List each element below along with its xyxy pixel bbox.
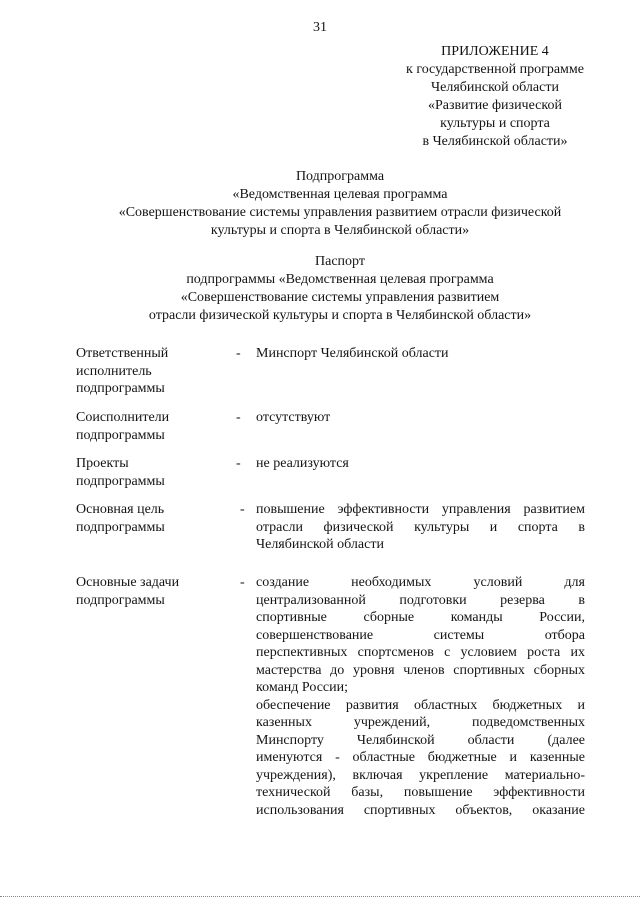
row-label-line: Соисполнители (76, 410, 170, 425)
row-value-line: спортивные сборные команды России, (256, 610, 585, 625)
row-value-line: мастерства до уровня членов спортивных сборных (256, 662, 585, 678)
row-label-line: подпрограммы (76, 519, 165, 535)
passport-title-line: отрасли физической культуры и спорта в Челябинской области» (148, 308, 532, 323)
row-value-line: централизованной подготовки резерва в (256, 592, 585, 608)
row-value-line: повышение эффективности управления развитием (256, 502, 585, 517)
row-label-line: подпрограммы (76, 473, 165, 489)
appendix-line: культуры и спорта (440, 116, 550, 131)
passport-title-line: «Совершенствование системы управления развитием (180, 290, 500, 305)
row-value-line: команд России; (256, 680, 349, 695)
passport-title-line: подпрограммы «Ведомственная целевая программа (186, 272, 494, 287)
appendix-line: «Развитие физической (428, 98, 562, 113)
row-value-line: использования спортивных объектов, оказание (256, 802, 585, 818)
row-value-line: не реализуются (256, 456, 349, 471)
page-bottom-divider (0, 896, 640, 897)
page-number: 31 (313, 20, 327, 35)
row-label-line: Проекты (76, 456, 129, 471)
appendix-line: Челябинской области (431, 80, 559, 95)
row-value (256, 455, 585, 473)
row-value-line: отрасли физической культуры и спорта в (256, 519, 585, 535)
row-value (256, 574, 585, 819)
appendix-header (360, 43, 630, 151)
row-value-line: перспективных спортсменов с условием роста их (256, 645, 585, 660)
row-label (76, 574, 226, 609)
row-value-line: Минспорт Челябинской области (256, 346, 449, 361)
row-label-line: подпрограммы (76, 381, 165, 396)
row-value-line: отсутствуют (256, 410, 331, 425)
row-value-line: казенных учреждений, подведомственных (256, 715, 585, 730)
appendix-line: ПРИЛОЖЕНИЕ 4 (441, 44, 549, 59)
row-dash: - (236, 410, 241, 425)
row-dash: - (236, 456, 241, 471)
row-label (76, 409, 226, 444)
row-value (256, 501, 585, 554)
row-dash: - (240, 502, 245, 517)
row-label-line: подпрограммы (76, 592, 165, 608)
row-label (76, 501, 226, 536)
row-dash: - (236, 346, 241, 361)
subprogram-title-line: «Ведомственная целевая программа (232, 187, 448, 202)
subprogram-title-line: «Совершенствование системы управления развитием отрасли физической (118, 205, 562, 220)
row-value-line: Челябинской области (256, 537, 384, 552)
row-label-line: Основная цель (76, 502, 165, 517)
row-value-line: обеспечение развития областных бюджетных и (256, 697, 585, 713)
appendix-line: к государственной программе (406, 62, 584, 77)
subprogram-title-line: культуры и спорта в Челябинской области» (210, 223, 470, 238)
passport-title (60, 253, 620, 325)
row-value-line: совершенствование системы отбора (256, 627, 585, 643)
row-label-line: Основные задачи (76, 575, 180, 590)
row-value-line: Минспорту Челябинской области (далее (256, 732, 585, 748)
row-value-line: учреждения), включая укрепление материально- (256, 767, 585, 783)
passport-title-line: Паспорт (315, 254, 365, 269)
row-value (256, 409, 585, 427)
row-label-line: подпрограммы (76, 427, 165, 443)
row-label-line: Ответственный (76, 346, 169, 361)
row-value (256, 345, 585, 363)
row-label (76, 455, 226, 490)
row-label (76, 345, 226, 398)
row-value-line: создание необходимых условий для (256, 575, 585, 590)
row-value-line: технической базы, повышение эффективности (256, 785, 585, 800)
subprogram-title-line: Подпрограмма (295, 169, 385, 184)
row-value-line: именуются - областные бюджетные и казенные (256, 750, 585, 765)
subprogram-title (60, 168, 620, 240)
appendix-line: в Челябинской области» (422, 134, 568, 149)
row-dash: - (240, 575, 245, 590)
row-label-line: исполнитель (76, 363, 152, 379)
